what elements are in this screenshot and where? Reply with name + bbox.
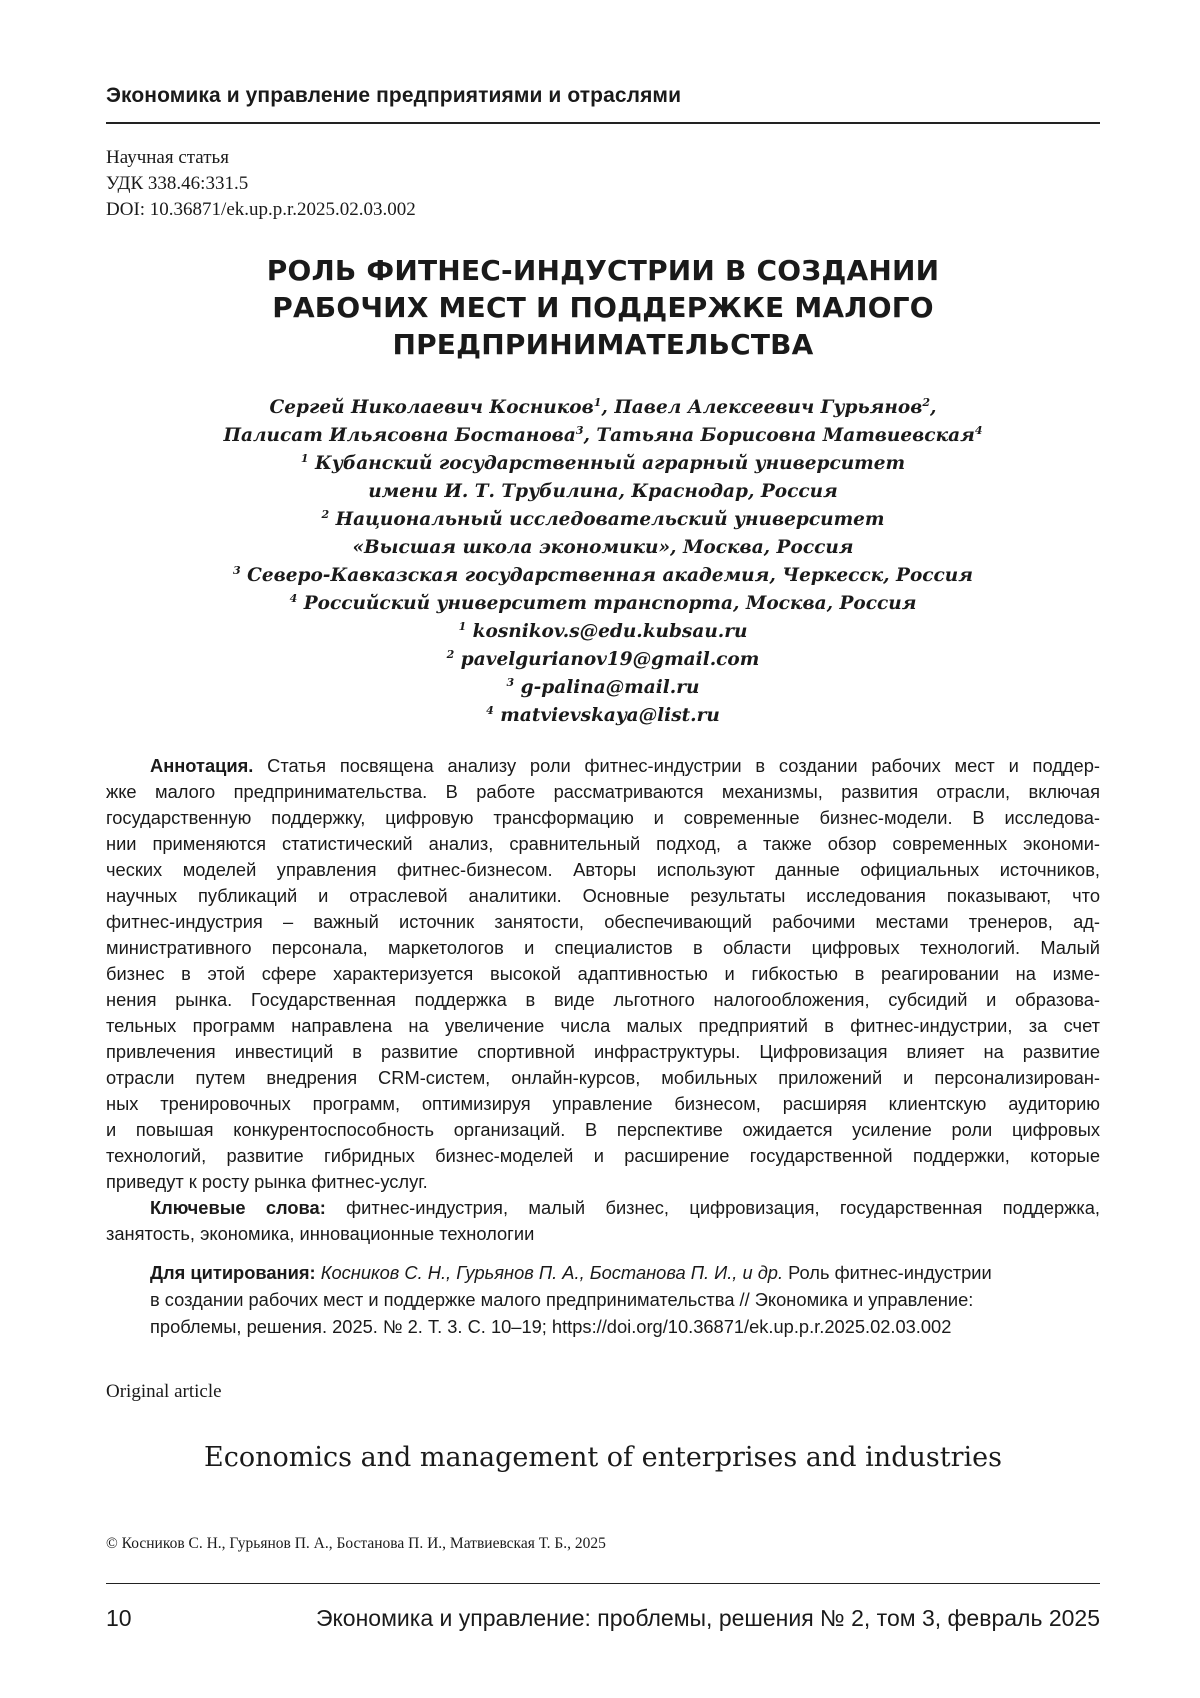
abstract-line: технологий, развитие гибридных бизнес-моделей и расширение государственной поддержки, которые <box>106 1143 1100 1169</box>
article-title <box>106 252 1100 363</box>
separator: , <box>930 397 936 418</box>
article-type: Научная статья <box>106 145 416 171</box>
author-name: Павел Алексеевич Гурьянов <box>614 397 922 418</box>
abstract-line: привлечения инвестиций в развитие спортивной инфраструктуры. Цифровизация влияет на развитие <box>106 1039 1100 1065</box>
page-number: 10 <box>106 1605 132 1632</box>
abstract-line <box>106 753 1100 779</box>
citation-line <box>150 1259 1100 1286</box>
affiliation-4 <box>106 590 1100 618</box>
email-link[interactable]: kosnikov.s@edu.kubsau.ru <box>473 621 748 642</box>
abstract-line: бизнес в этой сфере характеризуется высокой адаптивностью и гибкостью в реагировании на изме- <box>106 961 1100 987</box>
abstract-line: нения рынка. Государственная поддержка в виде льготного налогообложения, субсидий и образова- <box>106 987 1100 1013</box>
affiliation-2 <box>106 506 1100 534</box>
abstract-label: Аннотация. <box>150 755 253 776</box>
english-section-title: Economics and management of enterprises and industries <box>106 1442 1100 1473</box>
abstract-line: нии применяются статистический анализ, сравнительный подход, а также обзор современных экономи- <box>106 831 1100 857</box>
keywords-label: Ключевые слова: <box>150 1197 326 1218</box>
author-name: Татьяна Борисовна Матвиевская <box>596 425 974 446</box>
abstract-line: и повышая конкурентоспособность организаций. В перспективе ожидается усиление роли цифровых <box>106 1117 1100 1143</box>
abstract-line: отрасли путем внедрения CRM-систем, онлайн-курсов, мобильных приложений и персонализирован- <box>106 1065 1100 1091</box>
email-link[interactable]: matvievskaya@list.ru <box>500 705 720 726</box>
affiliation-text: Кубанский государственный аграрный университет <box>315 453 905 474</box>
abstract-line: ческих моделей управления фитнес-бизнесом. Авторы используют данные официальных источников, <box>106 857 1100 883</box>
title-line: РАБОЧИХ МЕСТ И ПОДДЕРЖКЕ МАЛОГО <box>106 289 1100 326</box>
abstract-block <box>106 753 1100 1247</box>
citation-line: проблемы, решения. 2025. № 2. Т. 3. С. 10–19; https://doi.org/10.36871/ek.up.p.r.2025.02.03.002 <box>150 1313 1100 1340</box>
affiliation-marker: 1 <box>459 620 467 633</box>
citation-line: в создании рабочих мест и поддержке малого предпринимательства // Экономика и управление: <box>150 1286 1100 1313</box>
citation-block <box>150 1259 1100 1340</box>
affiliation-3 <box>106 562 1100 590</box>
affiliation-1-cont: имени И. Т. Трубилина, Краснодар, Россия <box>106 478 1100 506</box>
affiliation-marker: 4 <box>975 424 983 437</box>
citation-text: Роль фитнес-индустрии <box>788 1262 992 1283</box>
author-line-1 <box>106 394 1100 422</box>
author-name: Сергей Николаевич Косников <box>270 397 594 418</box>
email-2 <box>106 646 1100 674</box>
copyright: © Косников С. Н., Гурьянов П. А., Бостанова П. И., Матвиевская Т. Б., 2025 <box>106 1535 606 1553</box>
affiliation-marker: 4 <box>290 592 298 605</box>
affiliation-marker: 3 <box>507 676 515 689</box>
abstract-line: фитнес-индустрия – важный источник занятости, обеспечивающий рабочими местами тренеров, ад- <box>106 909 1100 935</box>
title-line: ПРЕДПРИНИМАТЕЛЬСТВА <box>106 326 1100 363</box>
author-line-2 <box>106 422 1100 450</box>
abstract-line: приведут к росту рынка фитнес-услуг. <box>106 1169 1100 1195</box>
affiliation-marker: 1 <box>594 396 602 409</box>
affiliation-text: Российский университет транспорта, Москва, Россия <box>304 593 917 614</box>
keywords-line <box>106 1195 1100 1221</box>
separator: , <box>601 397 607 418</box>
email-link[interactable]: pavelgurianov19@gmail.com <box>461 649 760 670</box>
title-line: РОЛЬ ФИТНЕС-ИНДУСТРИИ В СОЗДАНИИ <box>106 252 1100 289</box>
affiliation-1 <box>106 450 1100 478</box>
affiliation-marker: 1 <box>301 452 309 465</box>
affiliation-marker: 3 <box>576 424 584 437</box>
abstract-line: научных публикаций и отраслевой аналитики. Основные результаты исследования показывают, что <box>106 883 1100 909</box>
footer-rule <box>106 1583 1100 1584</box>
footer-journal: Экономика и управление: проблемы, решения № 2, том 3, февраль 2025 <box>316 1605 1100 1632</box>
doi: DOI: 10.36871/ek.up.p.r.2025.02.03.002 <box>106 197 416 223</box>
affiliation-text: Национальный исследовательский университет <box>336 509 885 530</box>
running-head: Экономика и управление предприятиями и отраслями <box>106 84 1100 108</box>
keywords-line: занятость, экономика, инновационные технологии <box>106 1221 1100 1247</box>
affiliation-marker: 3 <box>233 564 241 577</box>
abstract-line: ных тренировочных программ, оптимизируя управление бизнесом, расширяя клиентскую аудиторию <box>106 1091 1100 1117</box>
citation-authors: Косников С. Н., Гурьянов П. А., Бостанова П. И., и др. <box>321 1262 783 1283</box>
original-article-label: Original article <box>106 1381 222 1403</box>
citation-label: Для цитирования: <box>150 1262 316 1283</box>
article-meta <box>106 145 416 223</box>
abstract-line: государственную поддержку, цифровую трансформацию и современные бизнес-модели. В исследова- <box>106 805 1100 831</box>
affiliation-marker: 2 <box>447 648 455 661</box>
affiliation-2-cont: «Высшая школа экономики», Москва, Россия <box>106 534 1100 562</box>
udc-code: УДК 338.46:331.5 <box>106 171 416 197</box>
abstract-line: жке малого предпринимательства. В работе рассматриваются механизмы, развития отрасли, включая <box>106 779 1100 805</box>
email-4 <box>106 702 1100 730</box>
email-1 <box>106 618 1100 646</box>
abstract-text: Статья посвящена анализу роли фитнес-индустрии в создании рабочих мест и поддер- <box>267 755 1100 776</box>
header-rule <box>106 122 1100 124</box>
journal-page <box>0 0 1200 1698</box>
affiliation-marker: 4 <box>486 704 494 717</box>
affiliation-marker: 2 <box>922 396 930 409</box>
abstract-line: министративного персонала, маркетологов и специалистов в области цифровых технологий. Малый <box>106 935 1100 961</box>
abstract-line: тельных программ направлена на увеличение числа малых предприятий в фитнес-индустрии, за счет <box>106 1013 1100 1039</box>
affiliation-text: Северо-Кавказская государственная академия, Черкесск, Россия <box>247 565 973 586</box>
email-link[interactable]: g-palina@mail.ru <box>521 677 700 698</box>
email-3 <box>106 674 1100 702</box>
affiliation-marker: 2 <box>322 508 330 521</box>
author-name: Палисат Ильясовна Бостанова <box>224 425 576 446</box>
authors-block <box>106 394 1100 730</box>
keywords-text: фитнес-индустрия, малый бизнес, цифровизация, государственная поддержка, <box>346 1197 1100 1218</box>
separator: , <box>583 425 589 446</box>
